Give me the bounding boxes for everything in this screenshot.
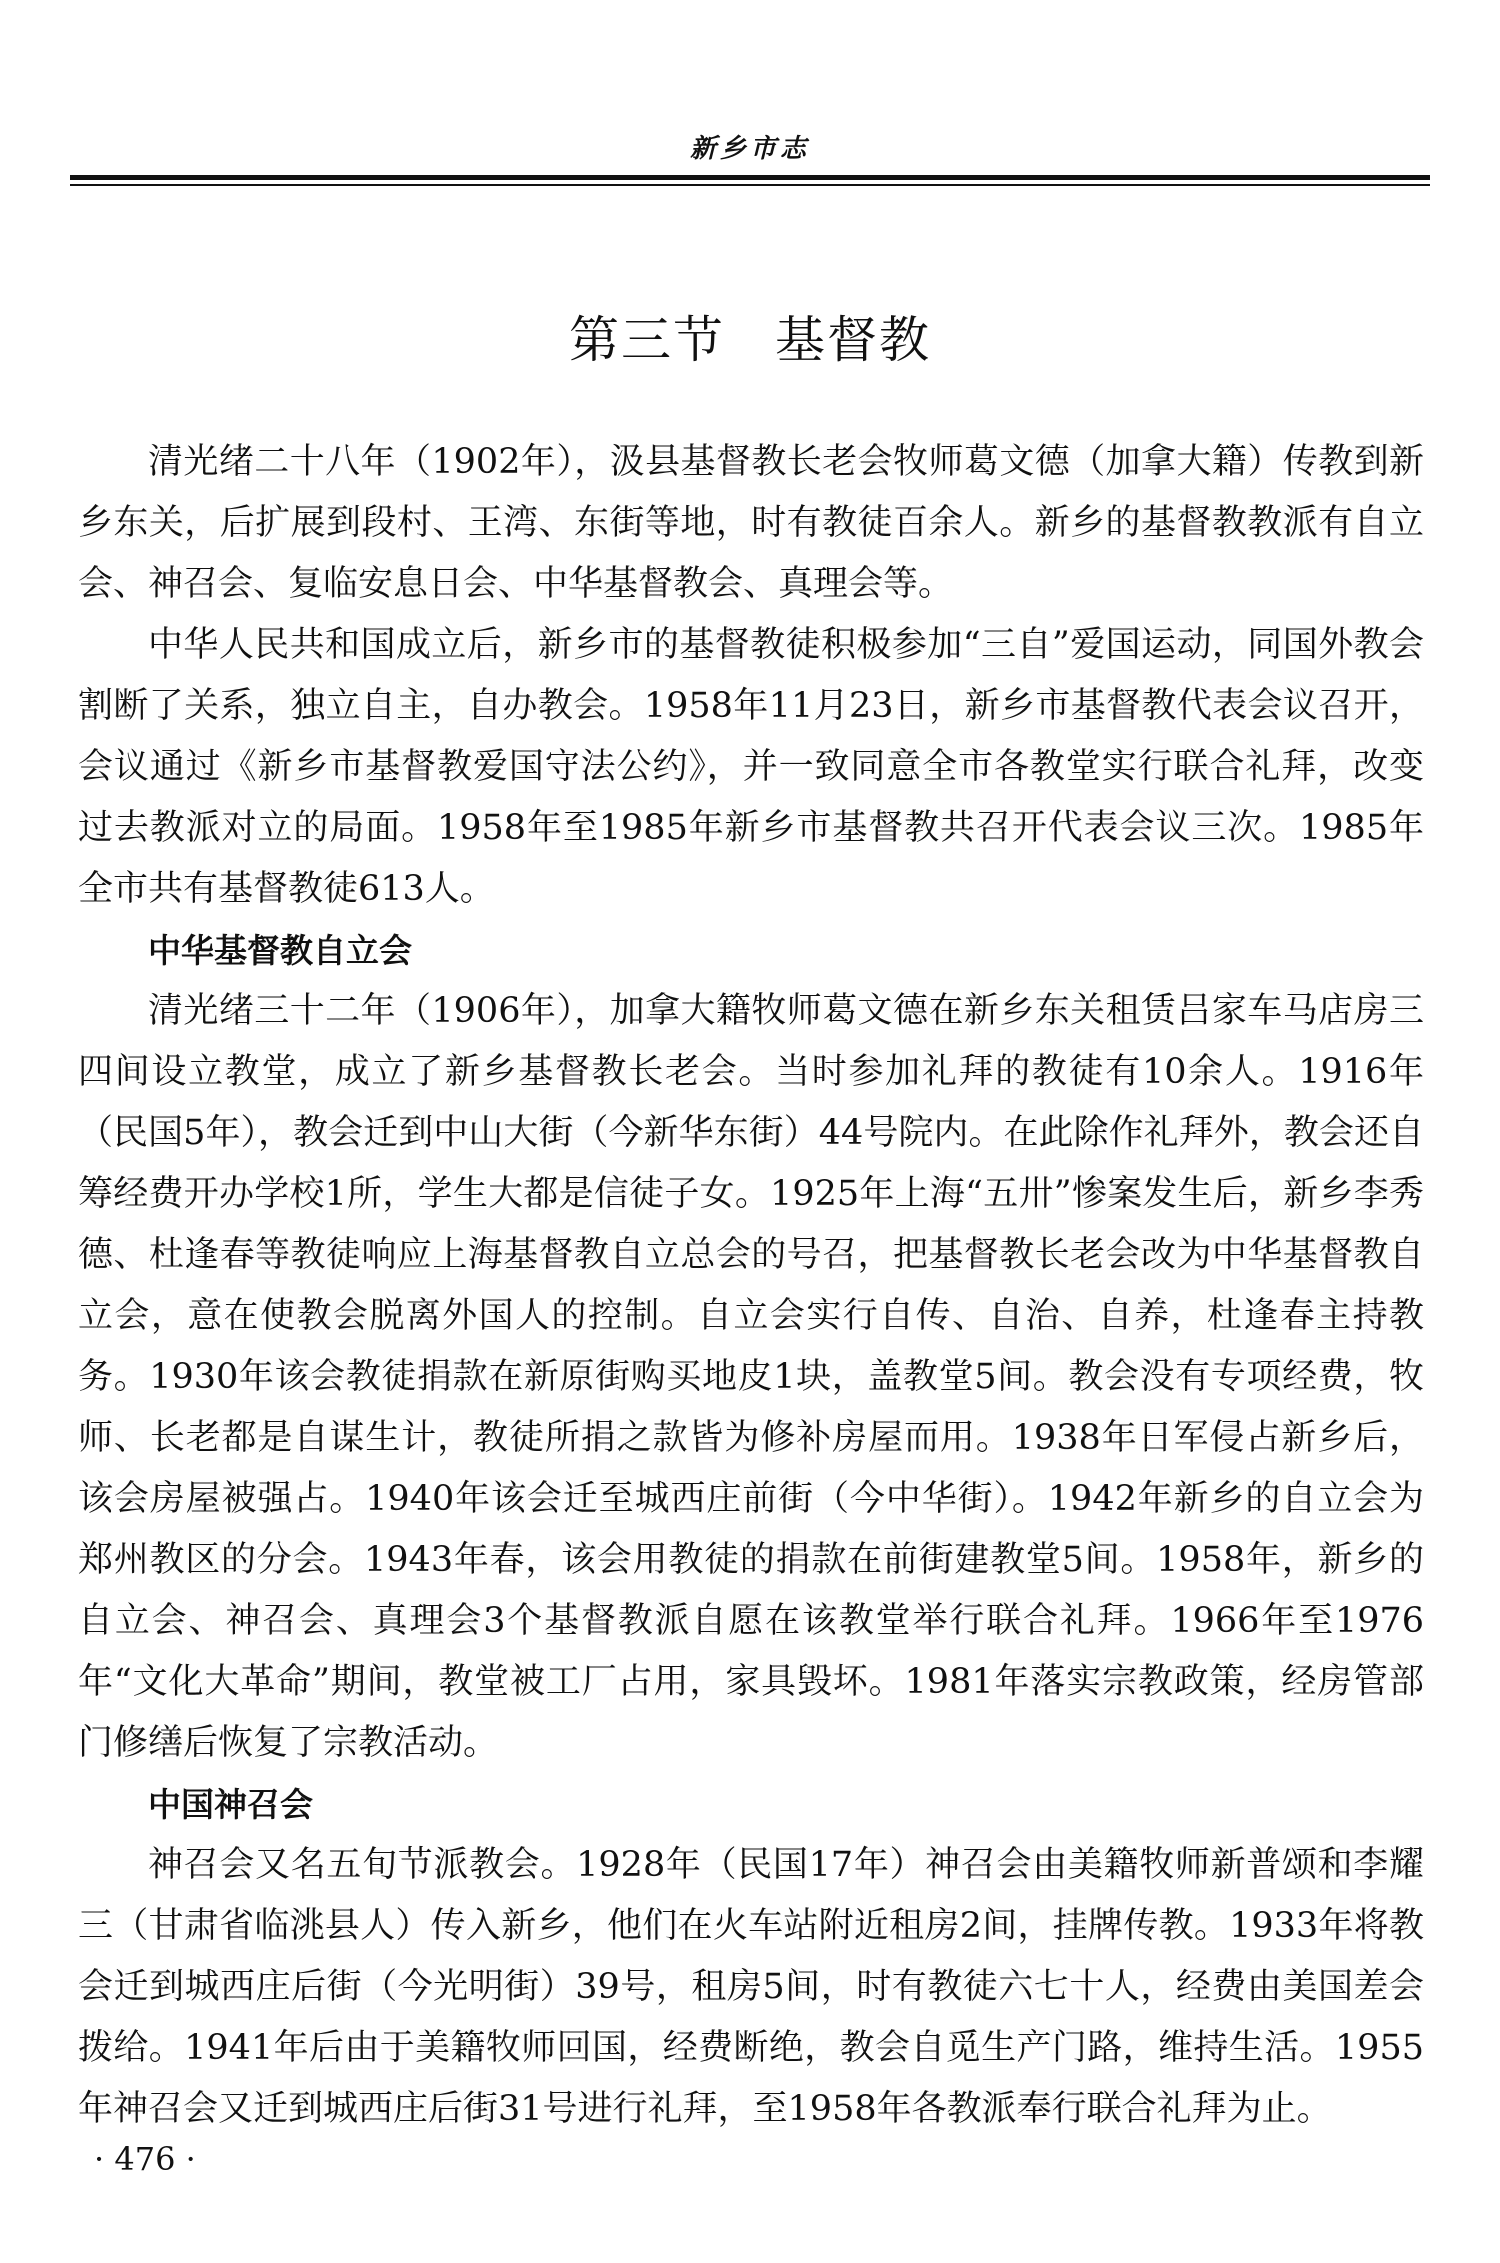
page-number: · 476 · bbox=[94, 2140, 196, 2178]
subsection-heading-zizhi: 中华基督教自立会 bbox=[148, 931, 412, 970]
body-text bbox=[78, 432, 1424, 2140]
header-rule-thin bbox=[70, 184, 1430, 186]
section-number: 第三节 bbox=[569, 311, 725, 369]
subsection-paragraph-zizhi: 清光绪三十二年（1906年），加拿大籍牧师葛文德在新乡东关租赁吕家车马店房三四间设立教堂，成立了新乡基督教长老会。当时参加礼拜的教徒有10余人。1916年（民国5年），教会迁到中山大街（今新华东街）44号院内。在此除作礼拜外，教会还自筹经费开办学校1所，学生大都是信徒子女。1925年上海“五卅”惨案发生后，新乡李秀德、杜逢春等教徒响应上海基督教自立总会的号召，把基督教长老会改为中华基督教自立会，意在使教会脱离外国人的控制。自立会实行自传、自治、自养，杜逢春主持教务。1930年该会教徒捐款在新原街购买地皮1块，盖教堂5间。教会没有专项经费，牧师、长老都是自谋生计，教徒所捐之款皆为修补房屋而用。1938年日军侵占新乡后，该会房屋被强占。1940年该会迁至城西庄前街（今中华街）。1942年新乡的自立会为郑州教区的分会。1943年春，该会用教徒的捐款在前街建教堂5间。1958年，新乡的自立会、神召会、真理会3个基督教派自愿在该教堂举行联合礼拜。1966年至1976年“文化大革命”期间，教堂被工厂占用，家具毁坏。1981年落实宗教政策，经房管部门修缮后恢复了宗教活动。 bbox=[78, 991, 1424, 1763]
section-name: 基督教 bbox=[775, 311, 931, 369]
intro-paragraph-1: 清光绪二十八年（1902年），汲县基督教长老会牧师葛文德（加拿大籍）传教到新乡东关，后扩展到段村、王湾、东街等地，时有教徒百余人。新乡的基督教教派有自立会、神召会、复临安息日会、中华基督教会、真理会等。 bbox=[78, 442, 1424, 604]
running-head: 新乡市志 bbox=[689, 134, 810, 164]
header-rule-thick bbox=[70, 175, 1430, 180]
section-title bbox=[0, 300, 1500, 372]
subsection-paragraph-shenzhao: 神召会又名五旬节派教会。1928年（民国17年）神召会由美籍牧师新普颂和李耀三（甘肃省临洮县人）传入新乡，他们在火车站附近租房2间，挂牌传教。1933年将教会迁到城西庄后街（今光明街）39号，租房5间，时有教徒六七十人，经费由美国差会拨给。1941年后由于美籍牧师回国，经费断绝，教会自觅生产门路，维持生活。1955年神召会又迁到城西庄后街31号进行礼拜，至1958年各教派奉行联合礼拜为止。 bbox=[78, 1845, 1424, 2129]
subsection-heading-shenzhao: 中国神召会 bbox=[148, 1785, 313, 1824]
intro-paragraph-2: 中华人民共和国成立后，新乡市的基督教徒积极参加“三自”爱国运动，同国外教会割断了关系，独立自主，自办教会。1958年11月23日，新乡市基督教代表会议召开，会议通过《新乡市基督教爱国守法公约》，并一致同意全市各教堂实行联合礼拜，改变过去教派对立的局面。1958年至1985年新乡市基督教共召开代表会议三次。1985年全市共有基督教徒613人。 bbox=[78, 625, 1424, 909]
